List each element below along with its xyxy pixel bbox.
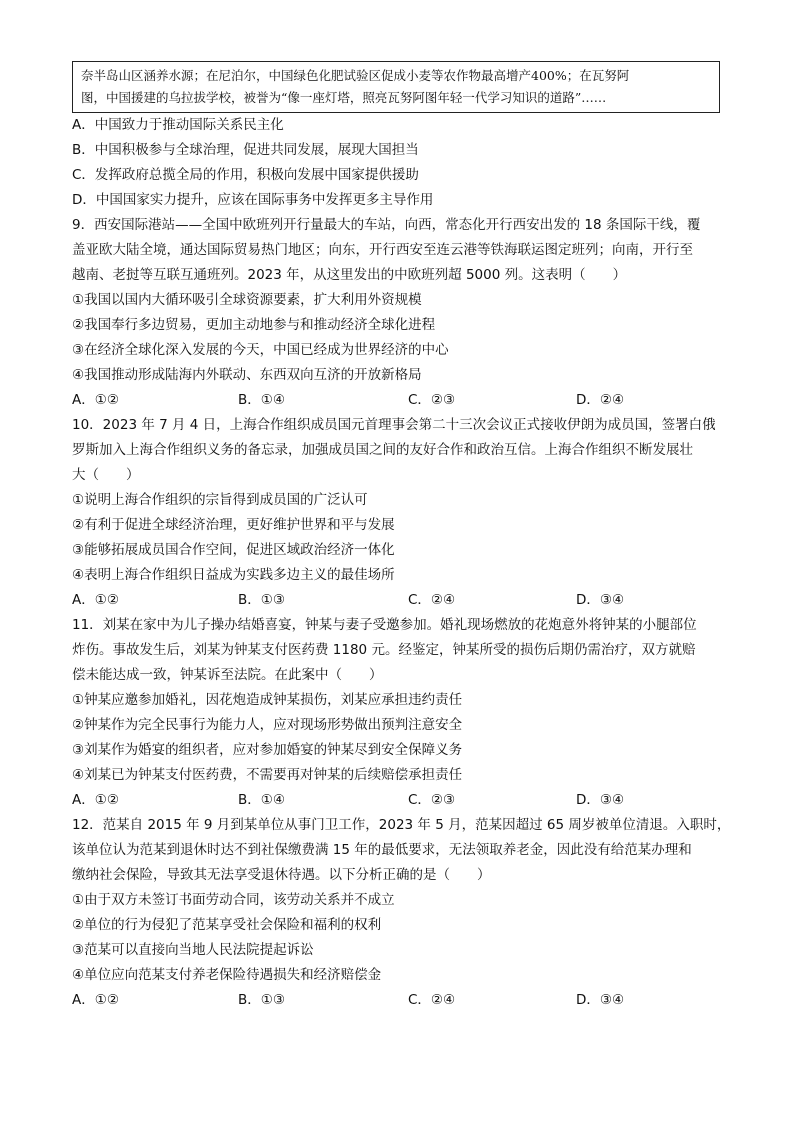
- q11-statement-4: ④刘某已为钟某支付医药费，不需要再对钟某的后续赔偿承担责任: [72, 767, 463, 783]
- q12-stem-line-2: 该单位认为范某到退休时达不到社保缴费满 15 年的最低要求，无法领取养老金，因此没有给范某办理和: [72, 842, 692, 858]
- q11-stem-line-2: 炸伤。事故发生后，刘某为钟某支付医药费 1180 元。经鉴定，钟某所受的损伤后期仍需治疗，双方就赔: [72, 642, 696, 658]
- q11-statement-2: ②钟某作为完全民事行为能力人，应对现场形势做出预判注意安全: [72, 717, 463, 733]
- q12-statement-1: ①由于双方未签订书面劳动合同，该劳动关系并不成立: [72, 892, 395, 908]
- q12-stem-line-1: 12．范某自 2015 年 9 月到某单位从事门卫工作，2023 年 5 月，范某因超过 65 周岁被单位清退。入职时，: [72, 817, 731, 833]
- q9-stem-line-3: 越南、老挝等互联互通班列。2023 年，从这里发出的中欧班列超 5000 列。这表明（ ）: [72, 267, 627, 283]
- q9-statement-4: ④我国推动形成陆海内外联动、东西双向互济的开放新格局: [72, 367, 422, 383]
- q8-option-c: C．发挥政府总揽全局的作用，积极向发展中国家提供援助: [72, 167, 419, 183]
- q12-statement-4: ④单位应向范某支付养老保险待遇损失和经济赔偿金: [72, 967, 382, 983]
- q8-option-d: D．中国国家实力提升，应该在国际事务中发挥更多主导作用: [72, 192, 434, 208]
- q12-option-c: C．②④: [408, 992, 456, 1008]
- q9-statement-2: ②我国奉行多边贸易，更加主动地参与和推动经济全球化进程: [72, 317, 436, 333]
- q10-options: [72, 589, 732, 611]
- q9-option-c: C．②③: [408, 392, 456, 408]
- q10-option-a: A．①②: [72, 592, 119, 608]
- q8-option-a: A．中国致力于推动国际关系民主化: [72, 117, 284, 133]
- q8-option-b: B．中国积极参与全球治理，促进共同发展，展现大国担当: [72, 142, 419, 158]
- q11-stem-line-3: 偿未能达成一致，钟某诉至法院。在此案中（ ）: [72, 667, 383, 683]
- q11-option-c: C．②③: [408, 792, 456, 808]
- material-line-2: 图，中国援建的乌拉拔学校，被誉为“像一座灯塔，照亮瓦努阿图年轻一代学习知识的道路”……: [81, 90, 607, 105]
- q12-stem-line-3: 缴纳社会保险，导致其无法享受退休待遇。以下分析正确的是（ ）: [72, 867, 491, 883]
- q12-option-a: A．①②: [72, 992, 119, 1008]
- q12-option-d: D．③④: [576, 992, 625, 1008]
- q10-stem-line-1: 10．2023 年 7 月 4 日，上海合作组织成员国元首理事会第二十三次会议正式接收伊朗为成员国，签署白俄: [72, 417, 716, 433]
- q12-options: [72, 989, 732, 1011]
- q11-option-d: D．③④: [576, 792, 625, 808]
- q9-statement-3: ③在经济全球化深入发展的今天，中国已经成为世界经济的中心: [72, 342, 449, 358]
- q9-statement-1: ①我国以国内大循环吸引全球资源要素，扩大利用外资规模: [72, 292, 422, 308]
- q10-statement-3: ③能够拓展成员国合作空间，促进区域政治经济一体化: [72, 542, 395, 558]
- q10-stem-line-2: 罗斯加入上海合作组织义务的备忘录，加强成员国之间的友好合作和政治互信。上海合作组织不断发展壮: [72, 442, 693, 458]
- q11-option-a: A．①②: [72, 792, 119, 808]
- q10-statement-1: ①说明上海合作组织的宗旨得到成员国的广泛认可: [72, 492, 368, 508]
- q9-stem-line-2: 盖亚欧大陆全境，通达国际贸易热门地区；向东，开行西安至连云港等铁海联运图定班列；向南，开行至: [72, 242, 693, 258]
- q12-statement-3: ③范某可以直接向当地人民法院提起诉讼: [72, 942, 314, 958]
- q11-stem-line-1: 11．刘某在家中为儿子操办结婚喜宴，钟某与妻子受邀参加。婚礼现场燃放的花炮意外将钟某的小腿部位: [72, 617, 697, 633]
- q11-option-b: B．①④: [238, 792, 285, 808]
- q11-statement-1: ①钟某应邀参加婚礼，因花炮造成钟某损伤，刘某应承担违约责任: [72, 692, 463, 708]
- q11-statement-3: ③刘某作为婚宴的组织者，应对参加婚宴的钟某尽到安全保障义务: [72, 742, 463, 758]
- q9-option-d: D．②④: [576, 392, 625, 408]
- q12-statement-2: ②单位的行为侵犯了范某享受社会保险和福利的权利: [72, 917, 382, 933]
- q10-stem-line-3: 大（ ）: [72, 467, 140, 483]
- q10-statement-4: ④表明上海合作组织日益成为实践多边主义的最佳场所: [72, 567, 395, 583]
- q9-options: [72, 389, 732, 411]
- q11-options: [72, 789, 732, 811]
- q10-option-b: B．①③: [238, 592, 285, 608]
- q9-option-a: A．①②: [72, 392, 119, 408]
- q12-option-b: B．①③: [238, 992, 285, 1008]
- q9-stem-line-1: 9．西安国际港站——全国中欧班列开行量最大的车站，向西，常态化开行西安出发的 18 条国际干线，覆: [72, 217, 701, 233]
- material-line-1: 奈半岛山区涵养水源；在尼泊尔，中国绿色化肥试验区促成小麦等农作物最高增产400%；在瓦努阿: [81, 68, 630, 83]
- q10-statement-2: ②有利于促进全球经济治理，更好维护世界和平与发展: [72, 517, 395, 533]
- material-box: [72, 61, 720, 113]
- q10-option-c: C．②④: [408, 592, 456, 608]
- q9-option-b: B．①④: [238, 392, 285, 408]
- q10-option-d: D．③④: [576, 592, 625, 608]
